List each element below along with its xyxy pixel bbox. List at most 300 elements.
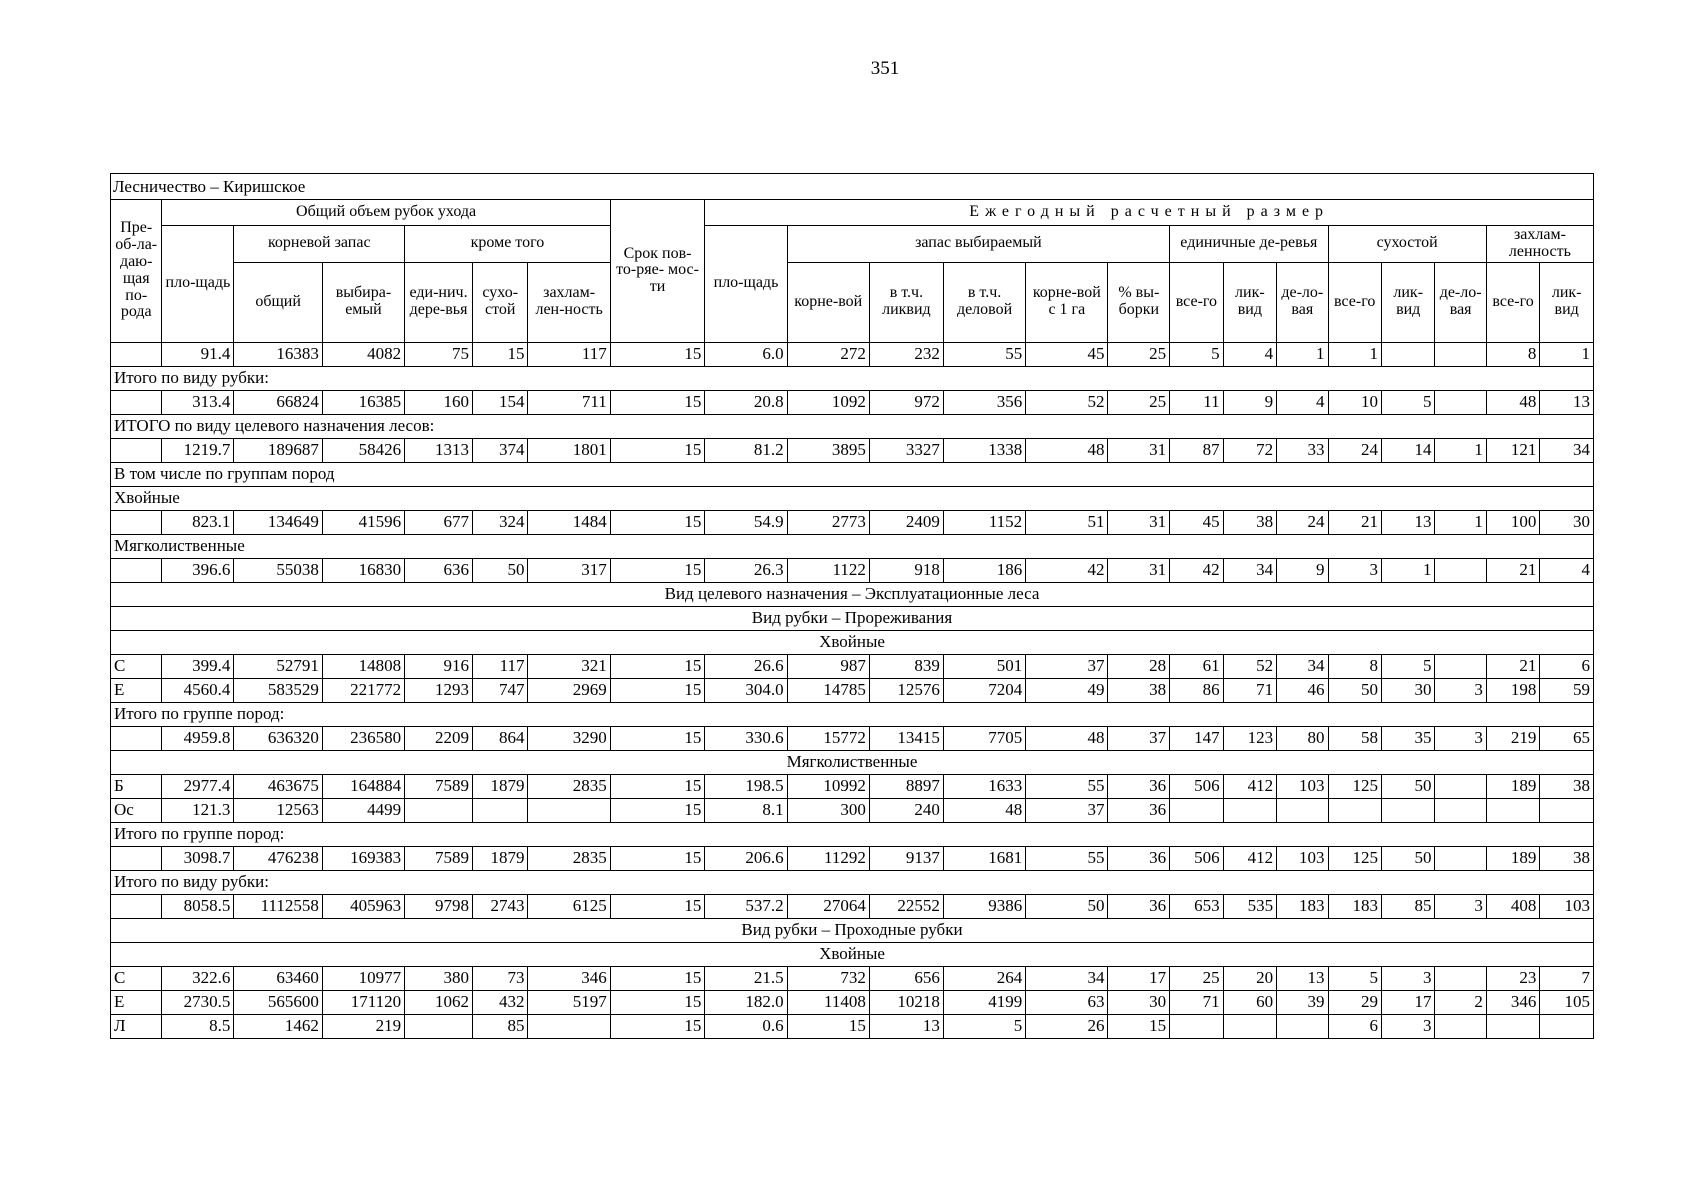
value-cell <box>528 798 610 822</box>
general-header: общий <box>234 262 322 342</box>
value-cell <box>528 1014 610 1038</box>
value-cell: 3 <box>1435 894 1486 918</box>
table-row <box>111 1014 1594 1038</box>
table-row <box>111 342 1594 366</box>
value-cell: 16383 <box>234 342 322 366</box>
value-cell: 50 <box>1328 678 1381 702</box>
value-cell: 1879 <box>472 846 528 870</box>
value-cell: 2969 <box>528 678 610 702</box>
value-cell: 13 <box>1277 966 1328 990</box>
value-cell: 1681 <box>943 846 1025 870</box>
value-cell: 321 <box>528 654 610 678</box>
value-cell: 189687 <box>234 438 322 462</box>
value-cell: 58 <box>1328 726 1381 750</box>
value-cell: 121.3 <box>162 798 234 822</box>
value-cell: 52791 <box>234 654 322 678</box>
value-cell: 4 <box>1223 342 1276 366</box>
value-cell: 55 <box>1026 846 1108 870</box>
value-cell: 169383 <box>322 846 404 870</box>
value-cell: 51 <box>1026 510 1108 534</box>
value-cell: 34 <box>1223 558 1276 582</box>
table-row <box>111 438 1594 462</box>
value-cell: 380 <box>405 966 473 990</box>
subtotal-label: Итого по виду рубки: <box>111 870 1594 894</box>
value-cell: 50 <box>1026 894 1108 918</box>
selectable-header: выбира-емый <box>322 262 404 342</box>
value-cell: 356 <box>943 390 1025 414</box>
value-cell: 182.0 <box>705 990 787 1014</box>
value-cell: 15 <box>610 558 705 582</box>
value-cell: 15 <box>610 342 705 366</box>
value-cell: 41596 <box>322 510 404 534</box>
value-cell: 1338 <box>943 438 1025 462</box>
forestry-table <box>110 173 1594 1039</box>
value-cell: 636320 <box>234 726 322 750</box>
value-cell: 50 <box>1381 846 1434 870</box>
value-cell: 15 <box>610 678 705 702</box>
value-cell: 432 <box>472 990 528 1014</box>
value-cell: 103 <box>1540 894 1594 918</box>
value-cell: 1 <box>1435 438 1486 462</box>
table-row <box>111 846 1594 870</box>
value-cell: 7 <box>1540 966 1594 990</box>
value-cell: 48 <box>1486 390 1539 414</box>
species-cell: Ос <box>111 798 162 822</box>
value-cell <box>1435 1014 1486 1038</box>
value-cell: 4199 <box>943 990 1025 1014</box>
value-cell: 4 <box>1540 558 1594 582</box>
stock-selected-header: запас выбираемый <box>787 226 1170 263</box>
value-cell: 5197 <box>528 990 610 1014</box>
value-cell: 16385 <box>322 390 404 414</box>
total-volume-header: Общий объем рубок ухода <box>162 200 610 226</box>
value-cell: 37 <box>1026 798 1108 822</box>
value-cell: 25 <box>1108 342 1170 366</box>
value-cell: 3895 <box>787 438 869 462</box>
value-cell: 9386 <box>943 894 1025 918</box>
section-header-row <box>111 582 1594 606</box>
value-cell: 125 <box>1328 774 1381 798</box>
value-cell: 7705 <box>943 726 1025 750</box>
value-cell: 636 <box>405 558 473 582</box>
table-body <box>111 342 1594 1038</box>
value-cell <box>1223 1014 1276 1038</box>
subtotal-label: В том числе по группам пород <box>111 462 1594 486</box>
value-cell: 15 <box>787 1014 869 1038</box>
value-cell: 396.6 <box>162 558 234 582</box>
species-cell <box>111 342 162 366</box>
value-cell: 747 <box>472 678 528 702</box>
value-cell: 26.6 <box>705 654 787 678</box>
value-cell: 15772 <box>787 726 869 750</box>
root-stock-header: корневой запас <box>234 226 405 263</box>
value-cell: 52 <box>1223 654 1276 678</box>
value-cell: 16830 <box>322 558 404 582</box>
value-cell: 506 <box>1170 846 1223 870</box>
subtotal-label: Итого по группе пород: <box>111 822 1594 846</box>
value-cell: 1152 <box>943 510 1025 534</box>
value-cell: 1062 <box>405 990 473 1014</box>
area2-header: пло-щадь <box>705 226 787 343</box>
value-cell: 45 <box>1170 510 1223 534</box>
value-cell: 21 <box>1486 558 1539 582</box>
section-title: Вид рубки – Прореживания <box>111 606 1594 630</box>
value-cell: 583529 <box>234 678 322 702</box>
value-cell: 1293 <box>405 678 473 702</box>
value-cell <box>1435 846 1486 870</box>
value-cell <box>1223 798 1276 822</box>
table-row <box>111 558 1594 582</box>
species-cell <box>111 846 162 870</box>
value-cell: 11408 <box>787 990 869 1014</box>
value-cell: 71 <box>1170 990 1223 1014</box>
value-cell <box>1540 798 1594 822</box>
value-cell: 864 <box>472 726 528 750</box>
species-cell <box>111 558 162 582</box>
value-cell: 20.8 <box>705 390 787 414</box>
value-cell <box>1435 966 1486 990</box>
value-cell: 14 <box>1381 438 1434 462</box>
subtotal-label-row <box>111 870 1594 894</box>
root-header: корне-вой <box>787 262 869 342</box>
deadwood-total-header: все-го <box>1328 262 1381 342</box>
value-cell: 5 <box>1381 390 1434 414</box>
value-cell: 2773 <box>787 510 869 534</box>
value-cell: 4082 <box>322 342 404 366</box>
value-cell: 15 <box>610 798 705 822</box>
pct-selection-header: % вы-борки <box>1108 262 1170 342</box>
value-cell: 653 <box>1170 894 1223 918</box>
value-cell: 565600 <box>234 990 322 1014</box>
table-row <box>111 774 1594 798</box>
value-cell: 9 <box>1277 558 1328 582</box>
value-cell: 87 <box>1170 438 1223 462</box>
value-cell: 399.4 <box>162 654 234 678</box>
value-cell: 463675 <box>234 774 322 798</box>
value-cell: 823.1 <box>162 510 234 534</box>
value-cell: 37 <box>1026 654 1108 678</box>
value-cell: 5 <box>1381 654 1434 678</box>
species-cell: Б <box>111 774 162 798</box>
value-cell: 58426 <box>322 438 404 462</box>
value-cell: 9798 <box>405 894 473 918</box>
value-cell: 42 <box>1026 558 1108 582</box>
value-cell: 1801 <box>528 438 610 462</box>
value-cell: 13 <box>1381 510 1434 534</box>
value-cell: 221772 <box>322 678 404 702</box>
period-header: Срок пов- то-ряе- мос-ти <box>610 200 705 343</box>
value-cell: 5 <box>1170 342 1223 366</box>
value-cell <box>1381 342 1434 366</box>
value-cell: 36 <box>1108 894 1170 918</box>
section-title: Мягколиственные <box>111 750 1594 774</box>
subtotal-label: Хвойные <box>111 486 1594 510</box>
deadwood-header: сухо-стой <box>472 262 528 342</box>
value-cell: 147 <box>1170 726 1223 750</box>
species-cell <box>111 390 162 414</box>
species-cell: С <box>111 966 162 990</box>
value-cell: 1 <box>1540 342 1594 366</box>
species-cell <box>111 438 162 462</box>
value-cell: 6 <box>1328 1014 1381 1038</box>
value-cell: 31 <box>1108 438 1170 462</box>
value-cell: 972 <box>869 390 943 414</box>
value-cell: 918 <box>869 558 943 582</box>
value-cell: 1633 <box>943 774 1025 798</box>
value-cell: 1 <box>1328 342 1381 366</box>
value-cell: 236580 <box>322 726 404 750</box>
value-cell: 85 <box>472 1014 528 1038</box>
clutter2-header: захлам-ленность <box>1486 226 1593 263</box>
value-cell: 300 <box>787 798 869 822</box>
value-cell: 1219.7 <box>162 438 234 462</box>
value-cell: 405963 <box>322 894 404 918</box>
value-cell: 103 <box>1277 774 1328 798</box>
value-cell: 29 <box>1328 990 1381 1014</box>
value-cell: 0.6 <box>705 1014 787 1038</box>
value-cell <box>1435 774 1486 798</box>
value-cell: 30 <box>1540 510 1594 534</box>
value-cell: 7204 <box>943 678 1025 702</box>
species-cell: С <box>111 654 162 678</box>
value-cell: 732 <box>787 966 869 990</box>
value-cell: 15 <box>610 846 705 870</box>
value-cell: 206.6 <box>705 846 787 870</box>
value-cell: 25 <box>1170 966 1223 990</box>
value-cell: 17 <box>1108 966 1170 990</box>
value-cell: 324 <box>472 510 528 534</box>
value-cell: 408 <box>1486 894 1539 918</box>
value-cell: 30 <box>1381 678 1434 702</box>
value-cell: 2977.4 <box>162 774 234 798</box>
value-cell: 37 <box>1108 726 1170 750</box>
deadwood2-header: сухостой <box>1328 226 1486 263</box>
root-per-ha-header: корне-вой с 1 га <box>1026 262 1108 342</box>
value-cell: 3327 <box>869 438 943 462</box>
species-cell: Л <box>111 1014 162 1038</box>
value-cell: 25 <box>1108 390 1170 414</box>
subtotal-label-row <box>111 462 1594 486</box>
subtotal-label: ИТОГО по виду целевого назначения лесов: <box>111 414 1594 438</box>
value-cell: 11 <box>1170 390 1223 414</box>
value-cell: 219 <box>1486 726 1539 750</box>
value-cell: 39 <box>1277 990 1328 1014</box>
value-cell: 304.0 <box>705 678 787 702</box>
value-cell: 80 <box>1277 726 1328 750</box>
value-cell <box>1277 1014 1328 1038</box>
value-cell: 71 <box>1223 678 1276 702</box>
value-cell: 10218 <box>869 990 943 1014</box>
besides-header: кроме того <box>405 226 611 263</box>
value-cell: 103 <box>1277 846 1328 870</box>
table-row <box>111 990 1594 1014</box>
value-cell: 198.5 <box>705 774 787 798</box>
value-cell: 72 <box>1223 438 1276 462</box>
value-cell: 52 <box>1026 390 1108 414</box>
subtotal-label: Итого по группе пород: <box>111 702 1594 726</box>
value-cell: 15 <box>610 990 705 1014</box>
value-cell <box>1540 1014 1594 1038</box>
value-cell: 10 <box>1328 390 1381 414</box>
value-cell: 48 <box>1026 726 1108 750</box>
value-cell: 12563 <box>234 798 322 822</box>
value-cell: 15 <box>610 966 705 990</box>
value-cell <box>1328 798 1381 822</box>
value-cell: 50 <box>1381 774 1434 798</box>
value-cell: 3 <box>1435 726 1486 750</box>
value-cell: 1092 <box>787 390 869 414</box>
value-cell: 55038 <box>234 558 322 582</box>
value-cell: 987 <box>787 654 869 678</box>
value-cell: 59 <box>1540 678 1594 702</box>
value-cell: 15 <box>610 654 705 678</box>
value-cell: 24 <box>1277 510 1328 534</box>
value-cell: 66824 <box>234 390 322 414</box>
value-cell: 15 <box>610 726 705 750</box>
value-cell: 839 <box>869 654 943 678</box>
subtotal-label-row <box>111 822 1594 846</box>
value-cell: 1112558 <box>234 894 322 918</box>
value-cell: 31 <box>1108 510 1170 534</box>
value-cell: 33 <box>1277 438 1328 462</box>
value-cell: 61 <box>1170 654 1223 678</box>
value-cell: 6125 <box>528 894 610 918</box>
species-cell <box>111 894 162 918</box>
value-cell: 4959.8 <box>162 726 234 750</box>
value-cell <box>1435 798 1486 822</box>
value-cell: 1 <box>1381 558 1434 582</box>
section-header-row <box>111 942 1594 966</box>
value-cell: 48 <box>943 798 1025 822</box>
value-cell: 1462 <box>234 1014 322 1038</box>
value-cell: 6 <box>1540 654 1594 678</box>
table-row <box>111 966 1594 990</box>
value-cell: 3 <box>1381 1014 1434 1038</box>
section-title: Хвойные <box>111 942 1594 966</box>
value-cell: 21 <box>1486 654 1539 678</box>
incl-business-header: в т.ч. деловой <box>943 262 1025 342</box>
clutter-liquid-header: лик-вид <box>1540 262 1594 342</box>
species-cell: Е <box>111 990 162 1014</box>
value-cell: 34 <box>1277 654 1328 678</box>
value-cell: 31 <box>1108 558 1170 582</box>
section-header-row <box>111 750 1594 774</box>
value-cell: 317 <box>528 558 610 582</box>
value-cell <box>1170 798 1223 822</box>
value-cell: 91.4 <box>162 342 234 366</box>
value-cell: 186 <box>943 558 1025 582</box>
value-cell: 15 <box>610 1014 705 1038</box>
value-cell: 476238 <box>234 846 322 870</box>
value-cell: 412 <box>1223 774 1276 798</box>
value-cell: 10992 <box>787 774 869 798</box>
value-cell: 13 <box>1540 390 1594 414</box>
value-cell <box>472 798 528 822</box>
value-cell: 55 <box>943 342 1025 366</box>
section-title: Вид рубки – Проходные рубки <box>111 918 1594 942</box>
value-cell <box>1435 390 1486 414</box>
value-cell: 537.2 <box>705 894 787 918</box>
value-cell: 100 <box>1486 510 1539 534</box>
value-cell: 35 <box>1381 726 1434 750</box>
value-cell: 55 <box>1026 774 1108 798</box>
value-cell: 412 <box>1223 846 1276 870</box>
incl-liquid-header: в т.ч. ликвид <box>869 262 943 342</box>
single-business-header: де-ло-вая <box>1277 262 1328 342</box>
value-cell: 1313 <box>405 438 473 462</box>
value-cell: 374 <box>472 438 528 462</box>
value-cell: 15 <box>610 894 705 918</box>
subtotal-label-row <box>111 486 1594 510</box>
value-cell: 1484 <box>528 510 610 534</box>
value-cell: 232 <box>869 342 943 366</box>
species-header: Пре-об-ла-даю-щая по-рода <box>111 200 162 343</box>
section-header-row <box>111 606 1594 630</box>
value-cell <box>1381 798 1434 822</box>
value-cell: 322.6 <box>162 966 234 990</box>
value-cell: 264 <box>943 966 1025 990</box>
value-cell: 38 <box>1108 678 1170 702</box>
value-cell: 346 <box>1486 990 1539 1014</box>
value-cell: 8897 <box>869 774 943 798</box>
section-title: Хвойные <box>111 630 1594 654</box>
value-cell: 6.0 <box>705 342 787 366</box>
value-cell: 123 <box>1223 726 1276 750</box>
species-cell: Е <box>111 678 162 702</box>
table-row <box>111 390 1594 414</box>
table-row <box>111 510 1594 534</box>
value-cell: 501 <box>943 654 1025 678</box>
table-row <box>111 678 1594 702</box>
value-cell: 15 <box>472 342 528 366</box>
value-cell: 183 <box>1277 894 1328 918</box>
value-cell: 22552 <box>869 894 943 918</box>
value-cell: 171120 <box>322 990 404 1014</box>
value-cell: 313.4 <box>162 390 234 414</box>
value-cell: 11292 <box>787 846 869 870</box>
value-cell: 4 <box>1277 390 1328 414</box>
value-cell: 45 <box>1026 342 1108 366</box>
value-cell: 27064 <box>787 894 869 918</box>
value-cell: 9 <box>1223 390 1276 414</box>
section-header-row <box>111 918 1594 942</box>
annual-header: Ежегодный расчетный размер <box>705 200 1594 226</box>
subtotal-label-row <box>111 366 1594 390</box>
value-cell: 12576 <box>869 678 943 702</box>
value-cell: 42 <box>1170 558 1223 582</box>
value-cell: 8 <box>1486 342 1539 366</box>
value-cell: 21 <box>1328 510 1381 534</box>
value-cell: 506 <box>1170 774 1223 798</box>
value-cell: 38 <box>1540 774 1594 798</box>
clutter-header: захлам-лен-ность <box>528 262 610 342</box>
value-cell: 13 <box>869 1014 943 1038</box>
value-cell: 24 <box>1328 438 1381 462</box>
value-cell: 8.1 <box>705 798 787 822</box>
value-cell: 28 <box>1108 654 1170 678</box>
value-cell: 189 <box>1486 846 1539 870</box>
value-cell: 8.5 <box>162 1014 234 1038</box>
value-cell: 85 <box>1381 894 1434 918</box>
value-cell: 3 <box>1435 678 1486 702</box>
table-row <box>111 894 1594 918</box>
value-cell: 3 <box>1328 558 1381 582</box>
value-cell: 54.9 <box>705 510 787 534</box>
section-header-row <box>111 630 1594 654</box>
value-cell: 26.3 <box>705 558 787 582</box>
value-cell: 916 <box>405 654 473 678</box>
value-cell: 15 <box>610 390 705 414</box>
